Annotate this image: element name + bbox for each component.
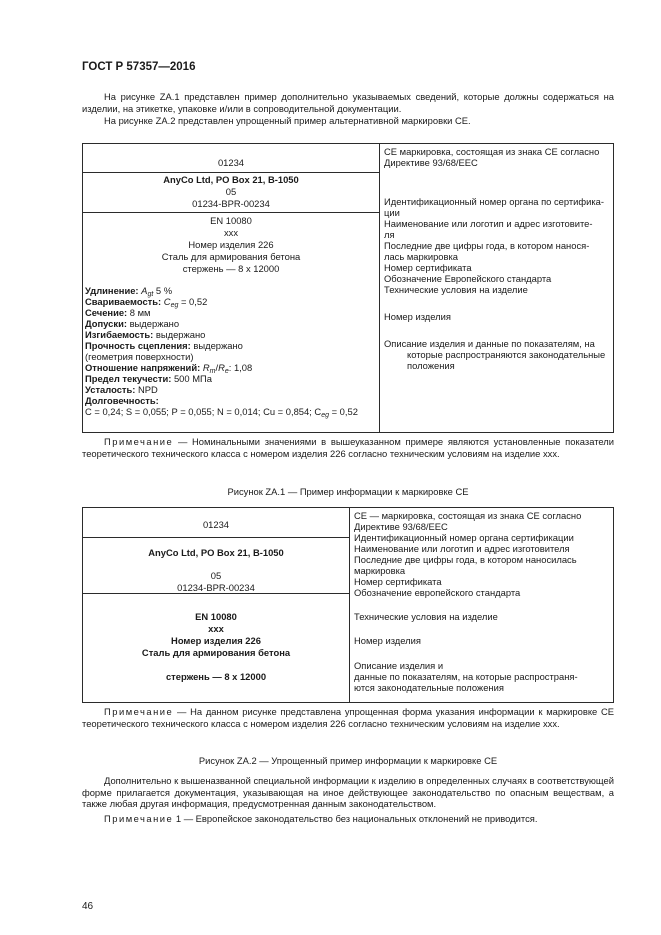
page-number: 46 — [82, 901, 94, 912]
intro-paragraph-2: На рисунке ZA.2 представлен упрощенный пример альтернативной маркировки CE. — [104, 115, 471, 126]
property-yield-strength: Предел текучести: 500 МПа — [85, 373, 212, 384]
property-stress-ratio: Отношение напряжений: $R_m/R_e$: 1,08 — [85, 362, 253, 375]
certificate-number: 01234-BPR-00234 — [177, 582, 255, 593]
property-tolerance: Допуски: выдержано — [85, 318, 180, 329]
legend-standard: Обозначение европейского стандарта — [354, 587, 521, 598]
product-number: Номер изделия 226 — [171, 635, 261, 646]
certificate-number: 01234-BPR-00234 — [192, 198, 270, 209]
product-number: Номер изделия 226 — [188, 239, 274, 250]
product-name: Сталь для армирования бетона — [141, 647, 291, 658]
legend-spec: Технические условия на изделие — [384, 284, 528, 295]
figure-za2-table — [82, 507, 614, 703]
standard-designation: EN 10080 — [195, 611, 237, 622]
standard-designation: EN 10080 — [210, 215, 252, 226]
legend-description: Описание изделия и данные по показателям, на которые распространяются законодательные положения — [384, 338, 606, 371]
figure-za1-caption: Рисунок ZA.1 — Пример информации к маркировке CE — [227, 486, 469, 497]
closing-paragraph: Дополнительно к вышеназванной специальной информации к изделию в определенных случаях в соответствующей форме прилагается документация, указывающая на иное действующее законодательство по опасным веществам, а также любая другая информация, предусмотренная данным законодательством. — [82, 775, 614, 810]
figure-za2-caption: Рисунок ZA.2 — Упрощенный пример информации к маркировке CE — [198, 755, 498, 766]
document-code: ГОСТ Р 57357—2016 — [82, 61, 196, 73]
product-form: стержень — 8 х 12000 — [165, 671, 267, 682]
product-name: Сталь для армирования бетона — [161, 251, 301, 262]
closing-note: Примечание 1 — Европейское законодательство без национальных отклонений не приводится. — [104, 813, 538, 824]
org-id-number: 01234 — [217, 157, 245, 168]
property-bendability: Изгибаемость: выдержано — [85, 329, 206, 340]
legend-year: Последние две цифры года, в котором наносилась маркировка — [354, 554, 577, 576]
property-bond-strength: Прочность сцепления: выдержано — [85, 340, 243, 351]
property-durability: Долговечность: — [85, 395, 159, 406]
property-bond-note: (геометрия поверхности) — [85, 351, 194, 362]
legend-ce-marking: CE — маркировка, состоящая из знака CE согласно Директиве 93/68/EEC — [354, 510, 582, 532]
legend-product-number: Номер изделия — [354, 635, 421, 646]
figure-za1-note: Примечание — Номинальными значениями в вышеуказанном примере являются установленные показатели теоретического технического класса с номером изделия 226 согласно техническим условиям на изделие xxx. — [82, 436, 614, 459]
figure-za1-table — [82, 143, 614, 433]
legend-cert-body: Идентификационный номер органа сертификации — [354, 532, 574, 543]
legend-certificate: Номер сертификата — [384, 262, 472, 273]
legend-ce-marking: CE маркировка, состоящая из знака CE согласно Директиве 93/68/EEC — [384, 146, 600, 168]
manufacturer-address: AnyCo Ltd, PO Box 21, B-1050 — [163, 174, 299, 185]
intro-paragraph-1: На рисунке ZA.1 представлен пример дополнительно указываемых сведений, которые должны содержаться на изделии, на этикетке, упаковке и/или в сопроводительной документации. — [82, 91, 614, 114]
property-elongation: Удлинение: $A_{gt}$ 5 % — [85, 285, 173, 298]
legend-cert-body: Идентификационный номер органа по сертифика- ции — [384, 196, 605, 218]
property-fatigue: Усталость: NPD — [85, 384, 158, 395]
product-form: стержень — 8 х 12000 — [182, 263, 280, 274]
spec-code: xxx — [223, 227, 239, 238]
marking-year: 05 — [210, 570, 222, 581]
org-id-number: 01234 — [202, 519, 230, 530]
figure-za2-note: Примечание — На данном рисунке представлена упрощенная форма указания информации к маркировке CE теоретического технического класса с номером изделия 226 согласно техническим условиям на изделие xxx. — [82, 706, 614, 729]
legend-certificate: Номер сертификата — [354, 576, 442, 587]
spec-code: xxx — [208, 623, 224, 634]
manufacturer-address: AnyCo Ltd, PO Box 21, B-1050 — [148, 547, 284, 558]
legend-product-number: Номер изделия — [384, 311, 451, 322]
legend-description: Описание изделия и данные по показателям, на которые распространя- ются законодательные положения — [354, 660, 578, 693]
property-chemistry: C = 0,24; S = 0,055; P = 0,055; N = 0,014; Cu = 0,854; $C_{eg} = 0,52$ — [85, 406, 358, 419]
legend-spec: Технические условия на изделие — [354, 611, 498, 622]
legend-manufacturer: Наименование или логотип и адрес изготовителя — [354, 543, 570, 554]
property-section: Сечение: 8 мм — [85, 307, 151, 318]
property-weldability: Свариваемость: $C_{eg} = 0,52$ — [85, 296, 208, 309]
legend-year: Последние две цифры года, в котором нанося- лась маркировка — [384, 240, 590, 262]
legend-manufacturer: Наименование или логотип и адрес изготовите- ля — [384, 218, 593, 240]
marking-year: 05 — [225, 186, 237, 197]
legend-standard: Обозначение Европейского стандарта — [384, 273, 552, 284]
